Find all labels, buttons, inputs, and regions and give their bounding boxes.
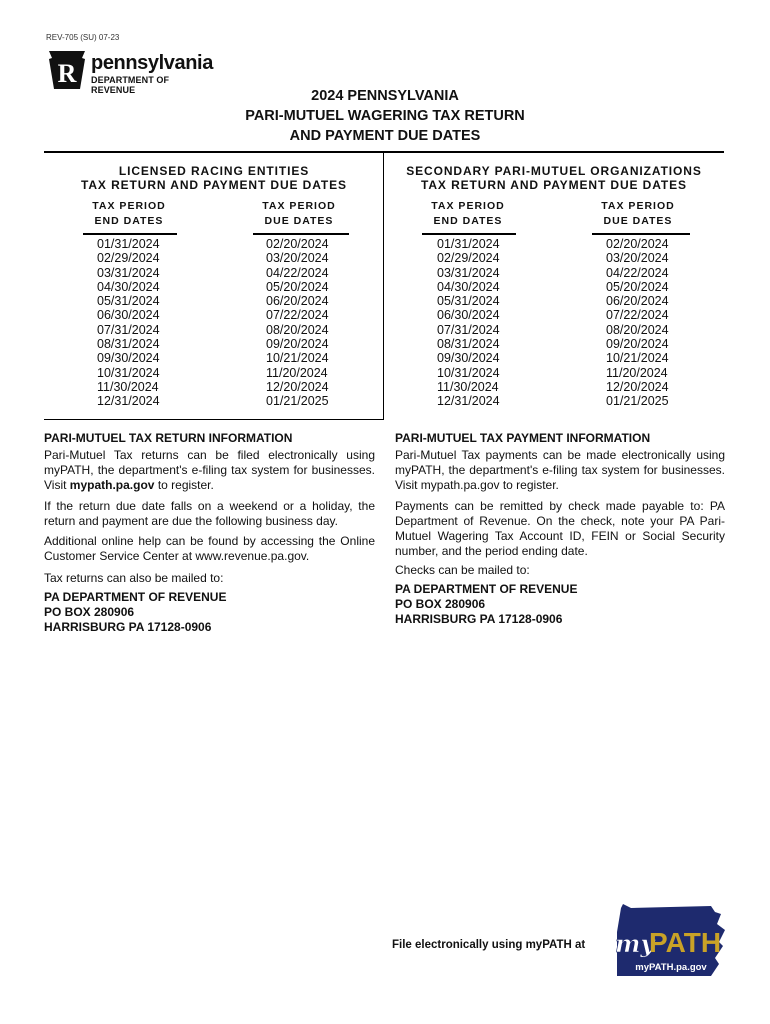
list-item: 06/30/2024 [97, 308, 160, 323]
list-item: 10/21/2024 [606, 351, 669, 366]
list-item: 09/30/2024 [97, 351, 160, 366]
licensed-col-due-rule [253, 233, 349, 235]
list-item: 09/20/2024 [606, 337, 669, 352]
list-item: 12/20/2024 [606, 379, 669, 394]
list-item: 04/22/2024 [606, 265, 669, 280]
return-info-heading: PARI-MUTUEL TAX RETURN INFORMATION [44, 431, 293, 445]
page-title [0, 86, 770, 146]
list-item: 03/20/2024 [606, 251, 669, 266]
licensed-period-end-list [97, 237, 160, 409]
list-item: 07/31/2024 [97, 322, 160, 337]
pennsylvania-map-icon [611, 902, 727, 978]
list-item: 09/30/2024 [437, 351, 500, 366]
payment-info-paragraph-1: Pari-Mutuel Tax payments can be made electronically using myPATH, the department's e-filing tax system for businesses. Visit mypath.pa.gov to register. [395, 448, 725, 492]
return-mailing-address [44, 590, 226, 635]
return-info-paragraph-1 [44, 448, 375, 493]
licensed-col-due-line-2: DUE DATES [264, 215, 334, 227]
address-line-1: PA DEPARTMENT OF REVENUE [395, 582, 578, 596]
secondary-col-due-line-2: DUE DATES [603, 215, 673, 227]
list-item: 10/31/2024 [437, 365, 500, 380]
list-item: 02/29/2024 [437, 251, 500, 266]
address-line-1: PA DEPARTMENT OF REVENUE [44, 590, 227, 604]
list-item: 07/31/2024 [437, 322, 500, 337]
licensed-due-list [266, 237, 329, 409]
list-item: 02/29/2024 [97, 251, 160, 266]
list-item: 08/20/2024 [606, 322, 669, 337]
list-item: 01/31/2024 [437, 237, 500, 251]
list-item: 06/20/2024 [266, 294, 329, 309]
list-item: 05/20/2024 [606, 279, 669, 294]
brand-my: my [615, 929, 655, 958]
list-item: 01/31/2024 [97, 237, 160, 251]
licensed-heading-line-1: LICENSED RACING ENTITIES [118, 164, 310, 178]
logo-department: DEPARTMENT OF REVENUE [91, 75, 170, 95]
list-item: 04/30/2024 [437, 279, 500, 294]
list-item: 01/21/2025 [266, 394, 329, 409]
address-line-3: HARRISBURG PA 17128-0906 [395, 612, 563, 626]
return-info-paragraph-3: Additional online help can be found by accessing the Online Customer Service Center at www.revenue.pa.gov. [44, 534, 375, 563]
return-info-paragraph-2: If the return due date falls on a weekend or a holiday, the return and payment are due the following business day. [44, 499, 375, 528]
column-divider [383, 152, 384, 420]
list-item: 12/31/2024 [437, 394, 500, 409]
secondary-col-due-rule [592, 233, 690, 235]
list-item: 08/20/2024 [266, 322, 329, 337]
top-rule [44, 151, 724, 153]
list-item: 01/21/2025 [606, 394, 669, 409]
list-item: 05/20/2024 [266, 279, 329, 294]
mypath-link[interactable]: mypath.pa.gov [69, 478, 155, 492]
list-item: 04/22/2024 [266, 265, 329, 280]
list-item: 03/31/2024 [437, 265, 500, 280]
title-line-3: AND PAYMENT DUE DATES [289, 128, 481, 144]
secondary-col-end-rule [422, 233, 516, 235]
secondary-due-list [606, 237, 669, 409]
list-item: 05/31/2024 [437, 294, 500, 309]
list-item: 12/31/2024 [97, 394, 160, 409]
return-info-p1-text: Pari-Mutuel Tax returns can be filed electronically using myPATH, the department's e-filing tax system for businesses. Visit [44, 448, 375, 492]
secondary-col-end-line-1: TAX PERIOD [431, 200, 505, 212]
licensed-col-end-header [84, 199, 174, 229]
licensed-col-due-line-1: TAX PERIOD [262, 200, 336, 212]
keystone-icon [47, 50, 87, 90]
list-item: 10/21/2024 [266, 351, 329, 366]
list-item: 03/20/2024 [266, 251, 329, 266]
licensed-col-end-line-2: END DATES [94, 215, 164, 227]
mypath-logo[interactable] [611, 902, 727, 978]
secondary-col-end-header [423, 199, 513, 229]
secondary-col-due-header [593, 199, 683, 229]
list-item: 08/31/2024 [437, 337, 500, 352]
title-line-1: 2024 PENNSYLVANIA [311, 88, 459, 104]
licensed-heading-line-2: TAX RETURN AND PAYMENT DUE DATES [81, 178, 347, 192]
list-item: 07/22/2024 [606, 308, 669, 323]
list-item: 11/20/2024 [606, 365, 668, 380]
brand-url: myPATH.pa.gov [635, 962, 707, 973]
payment-info-heading: PARI-MUTUEL TAX PAYMENT INFORMATION [395, 431, 651, 445]
payment-mailing-address [395, 582, 577, 627]
footer-text: File electronically using myPATH at [392, 939, 586, 951]
list-item: 06/20/2024 [606, 294, 669, 309]
secondary-col-end-line-2: END DATES [433, 215, 503, 227]
logo-letter: R [57, 59, 77, 88]
secondary-heading-line-2: TAX RETURN AND PAYMENT DUE DATES [421, 178, 687, 192]
address-line-3: HARRISBURG PA 17128-0906 [44, 620, 212, 634]
payment-info-paragraph-3: Checks can be mailed to: [395, 563, 530, 577]
brand-path: PATH [649, 927, 722, 958]
licensed-col-end-line-1: TAX PERIOD [92, 200, 166, 212]
list-item: 11/30/2024 [437, 379, 499, 394]
title-line-2: PARI-MUTUEL WAGERING TAX RETURN [245, 108, 525, 124]
logo-name: pennsylvania [91, 52, 213, 74]
secondary-heading-line-1: SECONDARY PARI-MUTUEL ORGANIZATIONS [406, 164, 702, 178]
list-item: 10/31/2024 [97, 365, 160, 380]
list-item: 04/30/2024 [97, 279, 160, 294]
list-item: 02/20/2024 [266, 237, 329, 251]
return-info-p1-end: to register. [154, 478, 214, 492]
licensed-col-end-rule [83, 233, 177, 235]
list-item: 06/30/2024 [437, 308, 500, 323]
payment-info-paragraph-2: Payments can be remitted by check made payable to: PA Department of Revenue. On the check, note your PA Pari-Mutuel Wagering Tax Account ID, FEIN or Social Security number, and the period ending date. [395, 499, 725, 558]
list-item: 12/20/2024 [266, 379, 329, 394]
secondary-col-due-line-1: TAX PERIOD [601, 200, 675, 212]
secondary-period-end-list [437, 237, 500, 409]
return-info-paragraph-4: Tax returns can also be mailed to: [44, 571, 224, 585]
licensed-heading [44, 164, 384, 192]
secondary-heading [384, 164, 724, 192]
licensed-col-due-header [254, 199, 344, 229]
list-item: 03/31/2024 [97, 265, 160, 280]
list-item: 09/20/2024 [266, 337, 329, 352]
list-item: 11/20/2024 [266, 365, 328, 380]
list-item: 11/30/2024 [97, 379, 159, 394]
form-number: REV-705 (SU) 07-23 [46, 33, 120, 42]
address-line-2: PO BOX 280906 [44, 605, 135, 619]
left-bottom-rule [44, 419, 384, 420]
address-line-2: PO BOX 280906 [395, 597, 486, 611]
list-item: 05/31/2024 [97, 294, 160, 309]
list-item: 02/20/2024 [606, 237, 669, 251]
list-item: 07/22/2024 [266, 308, 329, 323]
list-item: 08/31/2024 [97, 337, 160, 352]
